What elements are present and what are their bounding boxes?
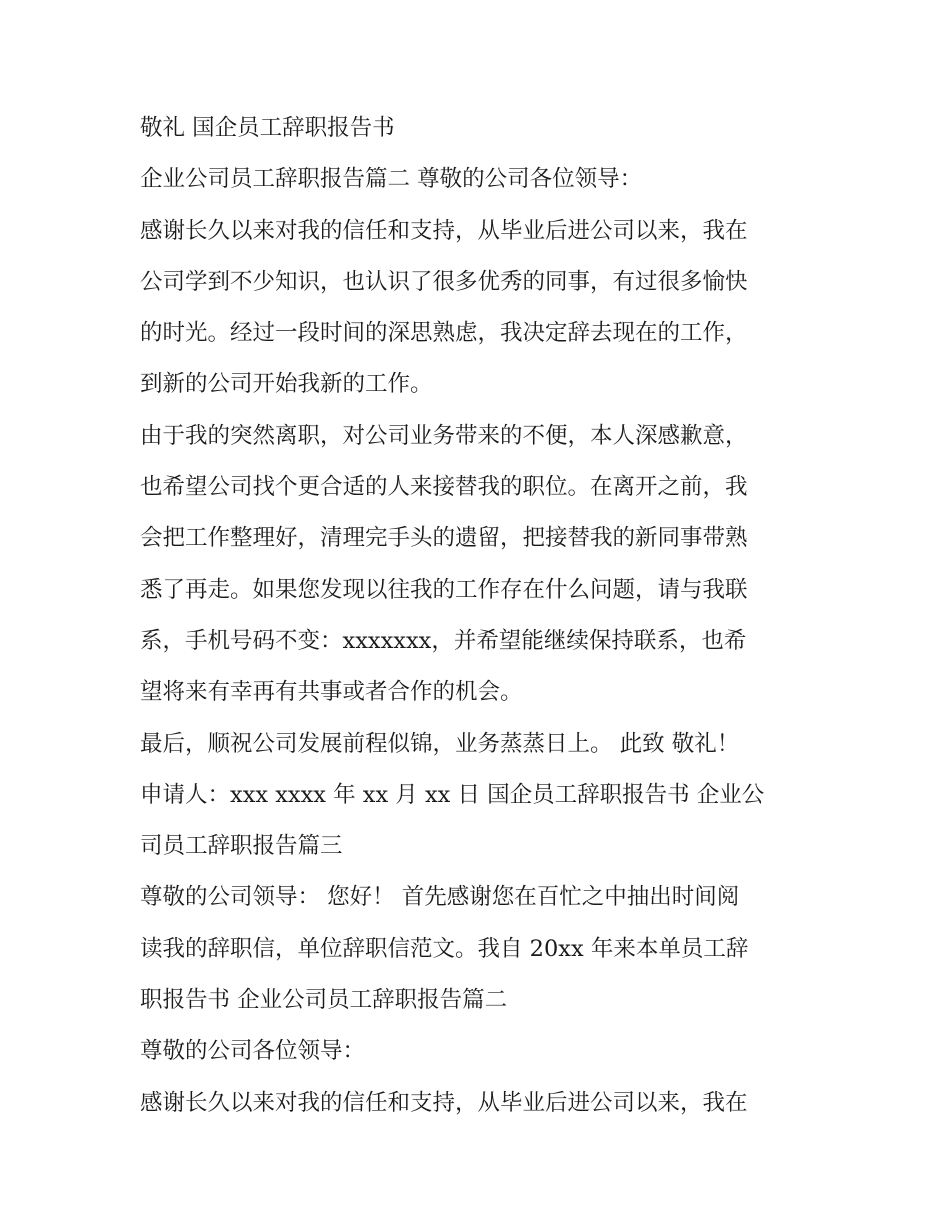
text-line: 司员工辞职报告篇三: [140, 833, 343, 860]
text-line: 系，手机号码不变：xxxxxxx，并希望能继续保持联系，也希: [140, 627, 747, 654]
text-line: 感谢长久以来对我的信任和支持，从毕业后进公司以来，我在: [140, 217, 748, 244]
text-line: 最后，顺祝公司发展前程似锦，业务蒸蒸日上。 此致 敬礼！: [140, 730, 740, 757]
text-line: 尊敬的公司各位领导：: [140, 1038, 366, 1065]
text-line: 望将来有幸再有共事或者合作的机会。: [140, 679, 523, 706]
text-line: 敬礼 国企员工辞职报告书: [140, 115, 395, 141]
text-line: 悉了再走。如果您发现以往我的工作存在什么问题，请与我联: [140, 576, 748, 603]
text-line: 公司学到不少知识，也认识了很多优秀的同事，有过很多愉快: [140, 268, 748, 295]
document-body: [140, 103, 820, 1129]
text-line: 会把工作整理好，清理完手头的遗留，把接替我的新同事带熟: [140, 525, 748, 552]
text-line: 申请人：xxx xxxx 年 xx 月 xx 日 国企员工辞职报告书 企业公: [140, 781, 765, 808]
text-line: 的时光。经过一段时间的深思熟虑，我决定辞去现在的工作，: [140, 320, 748, 347]
text-line: 读我的辞职信，单位辞职信范文。我自 20xx 年来本单员工辞: [140, 935, 749, 962]
text-line: 由于我的突然离职，对公司业务带来的不便，本人深感歉意，: [140, 422, 748, 449]
text-line: 感谢长久以来对我的信任和支持，从毕业后进公司以来，我在: [140, 1089, 748, 1116]
text-line: 尊敬的公司领导： 您好！ 首先感谢您在百忙之中抽出时间阅: [140, 884, 740, 911]
text-line: 职报告书 企业公司员工辞职报告篇二: [140, 987, 508, 1014]
text-line: 企业公司员工辞职报告篇二 尊敬的公司各位领导：: [140, 166, 643, 193]
text-line: 到新的公司开始我新的工作。: [140, 371, 433, 398]
text-line: 也希望公司找个更合适的人来接替我的职位。在离开之前，我: [140, 474, 748, 501]
